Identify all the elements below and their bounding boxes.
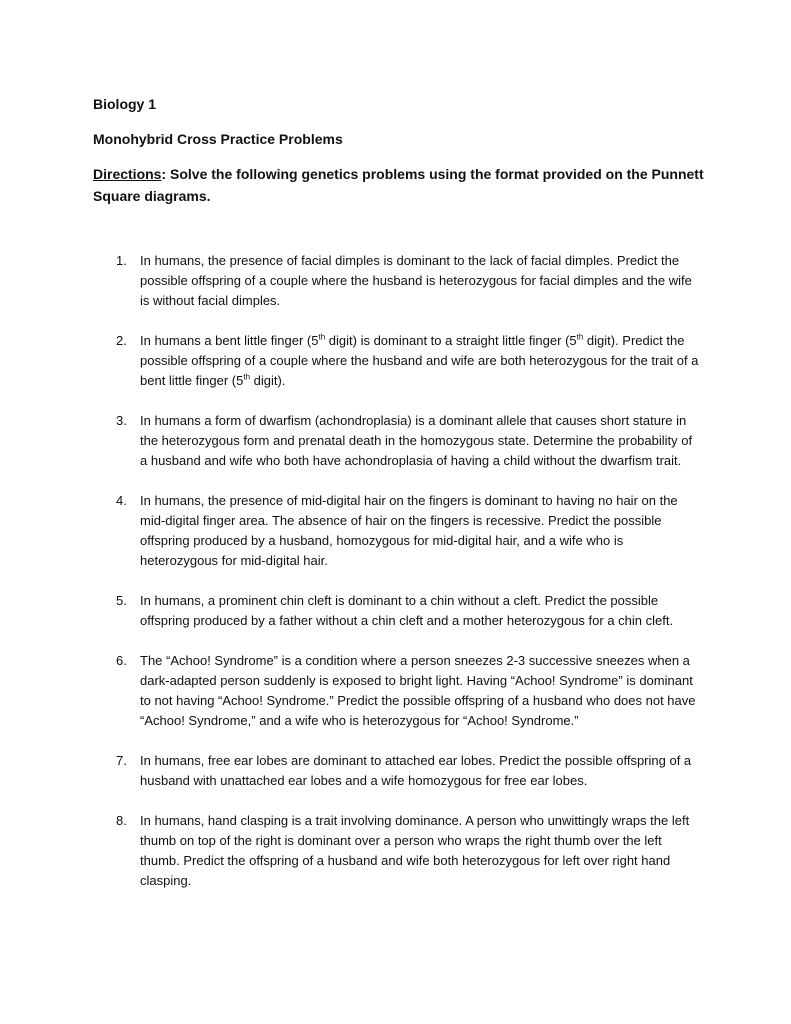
problem-item	[0, 591, 791, 631]
problem-item	[0, 651, 791, 731]
problem-text-segment: digit) is dominant to a straight little finger (5	[325, 333, 577, 348]
problem-number: 8.	[116, 813, 127, 828]
directions-label: Directions	[93, 166, 162, 182]
problem-item	[0, 331, 791, 391]
problem-item	[0, 751, 791, 791]
problem-number: 4.	[116, 493, 127, 508]
problem-number: 3.	[116, 413, 127, 428]
problem-item	[0, 491, 791, 571]
problem-text: In humans, hand clasping is a trait involving dominance. A person who unwittingly wraps the left thumb on top of the right is dominant over a person who wraps the right thumb over the left thumb. Predict the offspring of a husband and wife both heterozygous for left over right hand clasping.	[140, 813, 690, 888]
directions	[93, 163, 713, 207]
problem-number: 2.	[116, 333, 127, 348]
problem-text: In humans, the presence of mid-digital hair on the fingers is dominant to having no hair on the mid-digital finger area. The absence of hair on the fingers is recessive. Predict the possible offspring produced by a husband, homozygous for mid-digital hair, and a wife who is heterozygous for mid-digital hair.	[140, 493, 678, 568]
problem-number: 6.	[116, 653, 127, 668]
problem-text	[140, 331, 702, 391]
problem-item	[0, 811, 791, 891]
problem-text: The “Achoo! Syndrome” is a condition where a person sneezes 2-3 successive sneezes when a dark-adapted person suddenly is exposed to bright light. Having “Achoo! Syndrome” is dominant to not having “Achoo! Syndrome.” Predict the possible offspring of a husband who does not have “Achoo! Syndrome,” and a wife who is heterozygous for “Achoo! Syndrome.”	[140, 653, 696, 728]
problem-number: 7.	[116, 753, 127, 768]
directions-separator: :	[161, 166, 167, 182]
directions-text: Solve the following genetics problems using the format provided on the Punnett Square diagrams.	[93, 166, 704, 204]
problem-text-segment: digit). Predict the possible offspring of a couple where the husband and wife are both heterozygous for the trait of a bent little finger (5	[140, 333, 699, 388]
problem-text: In humans, the presence of facial dimples is dominant to the lack of facial dimples. Predict the possible offspring of a couple where the husband is heterozygous for facial dimples and the wife is without facial dimples.	[140, 253, 692, 308]
problem-text: In humans, a prominent chin cleft is dominant to a chin without a cleft. Predict the possible offspring produced by a father without a chin cleft and a mother heterozygous for a chin cleft.	[140, 593, 674, 628]
problem-number: 5.	[116, 593, 127, 608]
problem-text: In humans a form of dwarfism (achondroplasia) is a dominant allele that causes short stature in the heterozygous form and prenatal death in the homozygous state. Determine the probability of a husband and wife who both have achondroplasia of having a child without the dwarfism trait.	[140, 413, 693, 468]
course-title: Biology 1	[93, 96, 157, 112]
problem-item	[0, 411, 791, 471]
problem-item	[0, 251, 791, 311]
problem-text: In humans, free ear lobes are dominant to attached ear lobes. Predict the possible offspring of a husband with unattached ear lobes and a wife homozygous for free ear lobes.	[140, 753, 692, 788]
ordinal-superscript: th	[318, 332, 326, 342]
problem-list	[0, 251, 791, 911]
ordinal-superscript: th	[576, 332, 584, 342]
problem-text-segment: In humans a bent little finger (5	[140, 333, 319, 348]
problem-text-segment: digit).	[250, 373, 286, 388]
document-title: Monohybrid Cross Practice Problems	[93, 131, 343, 147]
ordinal-superscript: th	[243, 372, 251, 382]
problem-number: 1.	[116, 253, 127, 268]
